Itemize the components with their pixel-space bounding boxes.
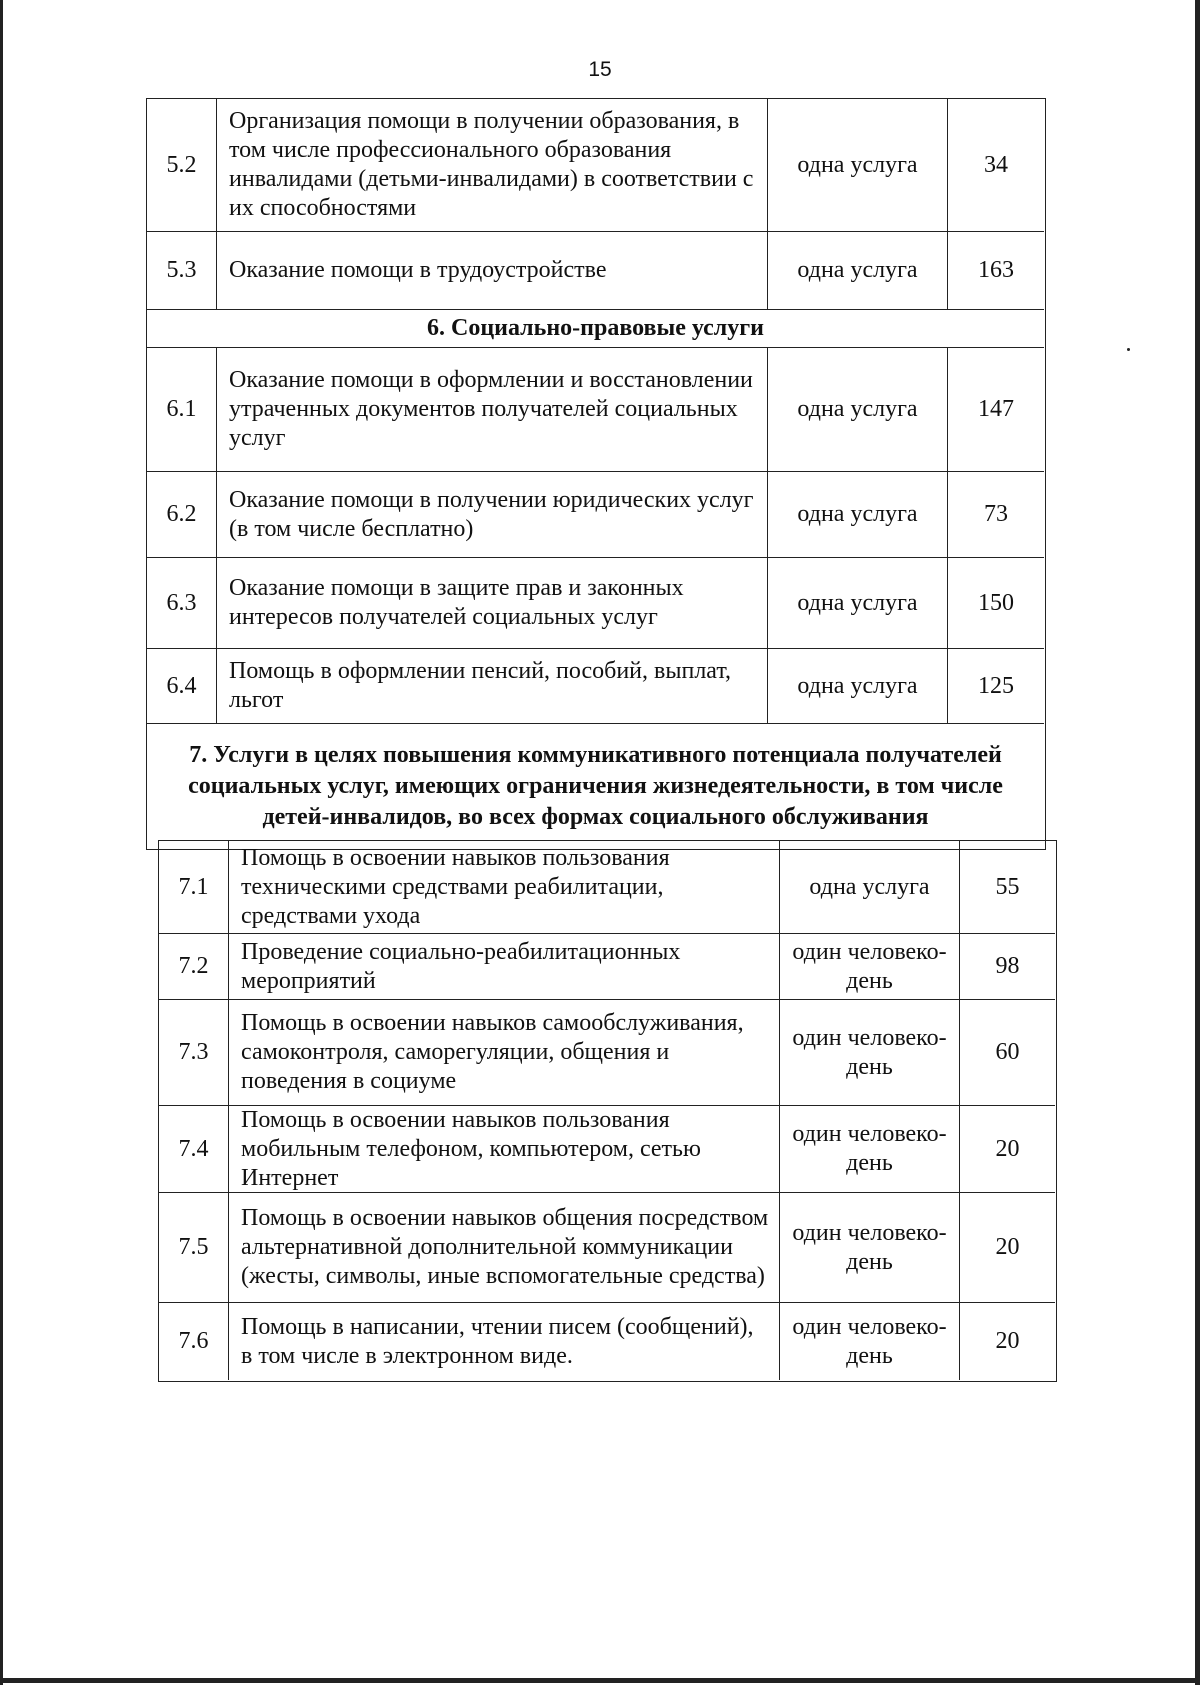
unit-of-measure-cell [768, 99, 948, 231]
row-number-cell [147, 232, 217, 309]
row-number-cell [147, 472, 217, 557]
row-number-cell [147, 99, 217, 231]
service-name-text: Организация помощи в получении образования, в том числе профессионального образования инвалидами (детьми-инвалидами) в соответствии с их способностями [229, 108, 754, 221]
unit-of-measure-text: одна услуга [809, 873, 930, 900]
row-number-text: 7.3 [178, 1039, 209, 1065]
service-name-text: Помощь в освоении навыков пользования техническими средствами реабилитации, средствами ухода [241, 844, 670, 929]
table-row [147, 99, 1044, 232]
row-number-cell [159, 1303, 229, 1380]
row-number-cell [159, 841, 229, 933]
unit-of-measure-cell [780, 841, 960, 933]
norm-value-cell [960, 1303, 1055, 1380]
row-number-text: 7.4 [178, 1135, 209, 1162]
norm-value-cell [960, 1000, 1055, 1105]
service-name-cell [229, 934, 780, 999]
table-row [147, 558, 1044, 649]
row-number-text: 5.2 [166, 151, 197, 178]
unit-of-measure-text: один человеко-день [792, 1219, 947, 1275]
table-row [159, 841, 1055, 934]
section-heading: 6. Социально-правовые услуги [147, 310, 1044, 348]
unit-of-measure-text: одна услуга [797, 257, 918, 283]
row-number-text: 7.1 [178, 873, 209, 900]
page-number-text: 15 [588, 58, 612, 81]
service-name-text: Помощь в написании, чтении писем (сообщений), в том числе в электронном виде. [241, 1313, 754, 1369]
row-number-cell [159, 1106, 229, 1192]
table-row [147, 232, 1044, 310]
row-number-text: 7.6 [178, 1328, 209, 1354]
service-name-cell [217, 649, 768, 723]
section-heading: 7. Услуги в целях повышения коммуникативного потенциала получателей социальных услуг, имеющих ограничения жизнедеятельности, в том числе детей-инвалидов, во всех формах социального обслуживания [188, 741, 1003, 830]
table-row [147, 348, 1044, 472]
unit-of-measure-cell [780, 1193, 960, 1302]
norm-value-cell [948, 558, 1044, 648]
unit-of-measure-text: одна услуга [797, 672, 918, 699]
row-number-cell [159, 1193, 229, 1302]
service-name-cell [217, 558, 768, 648]
row-number-cell [147, 558, 217, 648]
service-name-text: Помощь в освоении навыков самообслуживания, самоконтроля, саморегуляции, общения и поведения в социуме [241, 1010, 744, 1094]
service-name-text: Помощь в оформлении пенсий, пособий, выплат, льгот [229, 658, 732, 713]
scan-edge-left [0, 0, 3, 1685]
unit-of-measure-cell [768, 649, 948, 723]
row-number-text: 6.3 [166, 589, 197, 616]
table-row [159, 1106, 1055, 1193]
row-number-cell [159, 934, 229, 999]
table-row [147, 649, 1044, 724]
scan-speck [1127, 348, 1130, 351]
service-name-cell [229, 1000, 780, 1105]
row-number-text: 7.5 [178, 1234, 209, 1260]
service-name-cell [229, 1193, 780, 1302]
unit-of-measure-cell [780, 1106, 960, 1192]
service-name-text: Оказание помощи в защите прав и законных интересов получателей социальных услуг [229, 575, 684, 630]
service-name-cell [229, 1303, 780, 1380]
row-number-cell [159, 1000, 229, 1105]
row-number-text: 5.3 [166, 257, 197, 283]
norm-value-cell [948, 232, 1044, 309]
unit-of-measure-text: одна услуга [797, 396, 918, 422]
norm-value-text: 20 [995, 1328, 1020, 1354]
service-name-text: Помощь в освоении навыков пользования мобильным телефоном, компьютером, сетью Интернет [241, 1106, 701, 1191]
unit-of-measure-text: одна услуга [797, 589, 918, 616]
norm-value-cell [960, 934, 1055, 999]
row-number-text: 7.2 [178, 953, 209, 979]
service-name-cell [217, 232, 768, 309]
norm-value-text: 150 [978, 589, 1014, 616]
norm-value-text: 34 [984, 151, 1008, 178]
unit-of-measure-cell [780, 1303, 960, 1380]
service-name-cell [229, 1106, 780, 1192]
norm-value-cell [960, 1106, 1055, 1192]
table-row [159, 1193, 1055, 1303]
norm-value-text: 20 [995, 1135, 1020, 1162]
service-name-cell [217, 99, 768, 231]
row-number-text: 6.2 [166, 501, 197, 527]
norm-value-cell [960, 841, 1055, 933]
table-row [159, 934, 1055, 1000]
table-row [159, 1000, 1055, 1106]
unit-of-measure-text: один человеко-день [792, 1313, 947, 1369]
row-number-cell [147, 348, 217, 471]
norm-value-text: 20 [995, 1234, 1020, 1260]
unit-of-measure-cell [768, 232, 948, 309]
norm-value-text: 55 [995, 873, 1020, 900]
service-name-cell [229, 841, 780, 933]
unit-of-measure-cell [768, 472, 948, 557]
norm-value-cell [960, 1193, 1055, 1302]
unit-of-measure-text: один человеко-день [792, 1121, 947, 1176]
page-number [0, 58, 1200, 82]
norm-value-cell [948, 472, 1044, 557]
row-number-text: 6.4 [166, 672, 197, 699]
norm-value-cell [948, 649, 1044, 723]
service-name-text: Оказание помощи в оформлении и восстановлении утраченных документов получателей социальных услуг [229, 367, 753, 451]
service-name-cell [217, 472, 768, 557]
norm-value-cell [948, 348, 1044, 471]
norm-value-text: 125 [978, 672, 1014, 699]
scan-edge-bottom [0, 1678, 1200, 1683]
unit-of-measure-cell [780, 1000, 960, 1105]
service-name-text: Оказание помощи в получении юридических услуг (в том числе бесплатно) [229, 486, 754, 542]
unit-of-measure-cell [780, 934, 960, 999]
norm-value-text: 147 [978, 396, 1014, 422]
unit-of-measure-text: один человеко-день [792, 1024, 947, 1080]
services-table-upper [146, 98, 1046, 850]
norm-value-text: 98 [995, 953, 1020, 979]
service-name-cell [217, 348, 768, 471]
unit-of-measure-text: одна услуга [797, 501, 918, 527]
norm-value-text: 60 [995, 1039, 1020, 1065]
row-number-text: 6.1 [166, 396, 197, 422]
row-number-cell [147, 649, 217, 723]
unit-of-measure-cell [768, 558, 948, 648]
unit-of-measure-text: одна услуга [797, 151, 918, 178]
unit-of-measure-text: один человеко-день [792, 938, 947, 994]
table-row [159, 1303, 1055, 1380]
norm-value-text: 73 [984, 501, 1008, 527]
table-row [147, 472, 1044, 558]
service-name-text: Помощь в освоении навыков общения посредством альтернативной дополнительной коммуникации (жесты, символы, иные вспомогательные средства) [241, 1205, 769, 1289]
scan-edge-right [1195, 0, 1200, 1685]
unit-of-measure-cell [768, 348, 948, 471]
norm-value-cell [948, 99, 1044, 231]
norm-value-text: 163 [978, 257, 1014, 283]
service-name-text: Оказание помощи в трудоустройстве [229, 257, 607, 283]
services-table-lower [158, 840, 1057, 1382]
service-name-text: Проведение социально-реабилитационных мероприятий [241, 938, 681, 994]
